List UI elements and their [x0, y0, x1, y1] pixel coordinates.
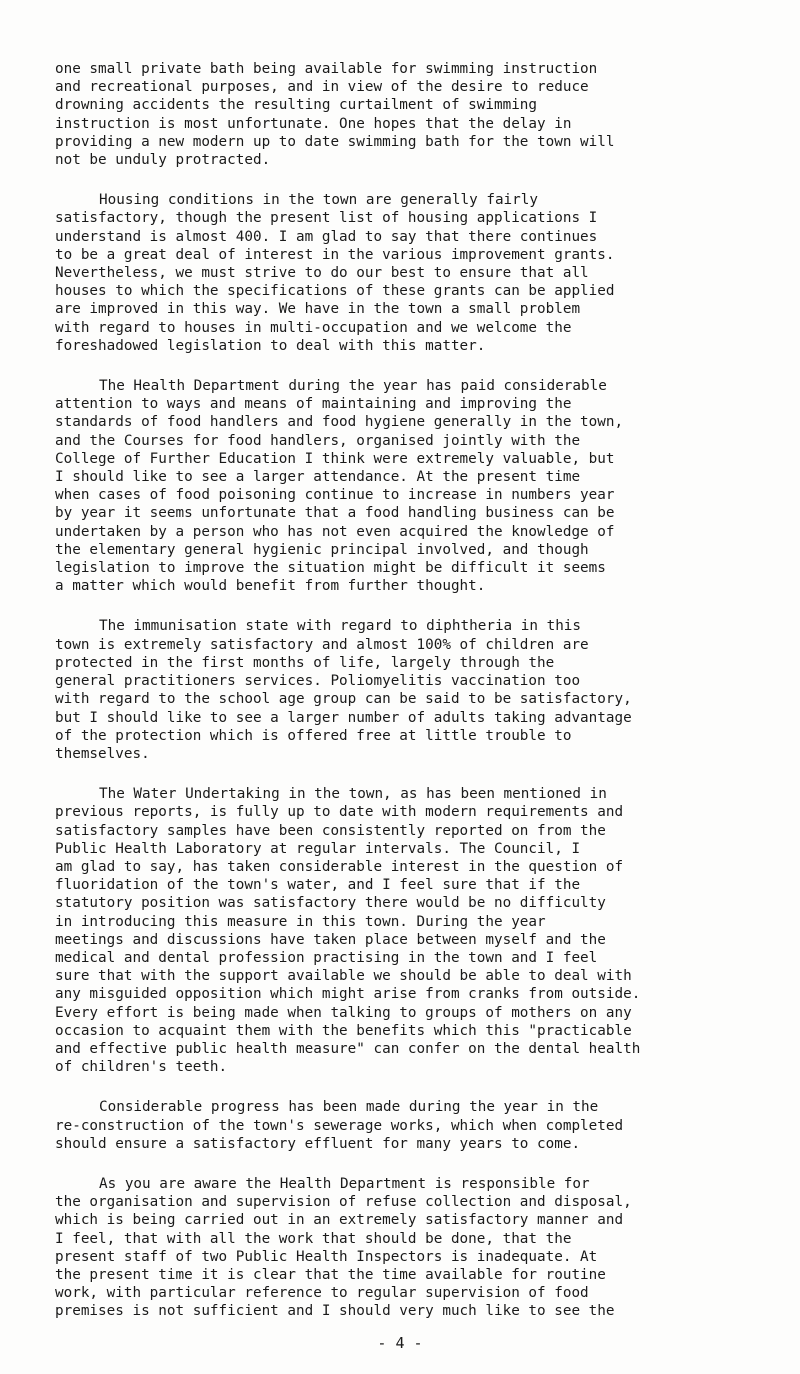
text-line: College of Further Education I think were extremely valuable, but [55, 450, 615, 467]
paragraph [55, 60, 790, 169]
paragraph [55, 1098, 790, 1153]
text-line: protected in the first months of life, largely through the [55, 654, 555, 671]
text-line: with regard to houses in multi-occupation and we welcome the [55, 319, 572, 336]
text-line: by year it seems unfortunate that a food handling business can be [55, 505, 615, 522]
text-line: re-construction of the town's sewerage works, which when completed [55, 1117, 624, 1134]
text-line: Every effort is being made when talking to groups of mothers on any [55, 1004, 632, 1021]
text-line: when cases of food poisoning continue to increase in numbers year [55, 487, 615, 504]
text-line: with regard to the school age group can be said to be satisfactory, [55, 691, 632, 708]
text-line: which is being carried out in an extremely satisfactory manner and [55, 1212, 624, 1229]
text-line: of the protection which is offered free at little trouble to [55, 727, 572, 744]
text-line: legislation to improve the situation might be difficult it seems [55, 560, 606, 577]
text-line: town is extremely satisfactory and almost 100% of children are [55, 636, 589, 653]
text-line: one small private bath being available for swimming instruction [55, 61, 598, 77]
text-line: themselves. [55, 745, 150, 762]
text-line: I feel, that with all the work that should be done, that the [55, 1230, 572, 1247]
text-line: am glad to say, has taken considerable interest in the question of [55, 858, 624, 875]
paragraph [55, 1175, 790, 1321]
paragraph [55, 377, 790, 595]
text-line: Considerable progress has been made during the year in the [99, 1099, 599, 1116]
text-line: occasion to acquaint them with the benefits which this "practicable [55, 1022, 632, 1039]
text-line: As you are aware the Health Department is responsible for [99, 1175, 590, 1192]
text-line: Public Health Laboratory at regular intervals. The Council, I [55, 840, 581, 857]
text-line: work, with particular reference to regular supervision of food [55, 1285, 589, 1302]
paragraph [55, 785, 790, 1076]
text-line: but I should like to see a larger number of adults taking advantage [55, 709, 632, 726]
text-line: I should like to see a larger attendance. At the present time [55, 469, 581, 486]
paragraph [55, 191, 790, 355]
text-line: the elementary general hygienic principal involved, and though [55, 541, 589, 558]
text-line: previous reports, is fully up to date with modern requirements and [55, 804, 624, 821]
text-line: and effective public health measure" can confer on the dental health [55, 1040, 641, 1057]
text-line: to be a great deal of interest in the various improvement grants. [55, 246, 615, 263]
text-line: in introducing this measure in this town. During the year [55, 913, 546, 930]
text-line: and recreational purposes, and in view of the desire to reduce [55, 79, 589, 96]
text-line: instruction is most unfortunate. One hopes that the delay in [55, 115, 572, 132]
text-line: the present time it is clear that the time available for routine [55, 1266, 606, 1283]
text-line: foreshadowed legislation to deal with this matter. [55, 337, 486, 354]
text-line: statutory position was satisfactory there would be no difficulty [55, 895, 606, 912]
text-line: houses to which the specifications of these grants can be applied [55, 283, 615, 300]
text-line: a matter which would benefit from further thought. [55, 578, 486, 595]
body-text [55, 60, 790, 1343]
text-line: meetings and discussions have taken place between myself and the [55, 931, 606, 948]
text-line: and the Courses for food handlers, organised jointly with the [55, 432, 581, 449]
text-line: The Water Undertaking in the town, as has been mentioned in [99, 786, 607, 803]
text-line: Nevertheless, we must strive to do our best to ensure that all [55, 265, 589, 282]
text-line: attention to ways and means of maintaining and improving the [55, 396, 572, 413]
text-line: medical and dental profession practising in the town and I feel [55, 949, 598, 966]
text-line: The Health Department during the year has paid considerable [99, 378, 607, 395]
text-line: Housing conditions in the town are generally fairly [99, 192, 538, 209]
text-line: are improved in this way. We have in the town a small problem [55, 301, 581, 318]
text-line: drowning accidents the resulting curtailment of swimming [55, 97, 538, 114]
text-line: providing a new modern up to date swimming bath for the town will [55, 133, 615, 150]
text-line: sure that with the support available we should be able to deal with [55, 968, 632, 985]
text-line: general practitioners services. Poliomyelitis vaccination too [55, 673, 581, 690]
text-line: any misguided opposition which might arise from cranks from outside. [55, 986, 641, 1003]
text-line: the organisation and supervision of refuse collection and disposal, [55, 1194, 632, 1211]
text-line: fluoridation of the town's water, and I feel sure that if the [55, 877, 581, 894]
text-line: should ensure a satisfactory effluent for many years to come. [55, 1135, 581, 1152]
paragraph [55, 617, 790, 763]
text-line: understand is almost 400. I am glad to say that there continues [55, 228, 598, 245]
text-line: The immunisation state with regard to diphtheria in this [99, 618, 582, 635]
page-number: - 4 - [377, 1334, 423, 1352]
text-line: satisfactory, though the present list of housing applications I [55, 210, 598, 227]
text-line: satisfactory samples have been consistently reported on from the [55, 822, 606, 839]
text-line: not be unduly protracted. [55, 152, 271, 169]
text-line: standards of food handlers and food hygiene generally in the town, [55, 414, 624, 431]
text-line: undertaken by a person who has not even acquired the knowledge of [55, 523, 615, 540]
text-line: present staff of two Public Health Inspectors is inadequate. At [55, 1248, 598, 1265]
text-line: of children's teeth. [55, 1059, 228, 1076]
text-line: premises is not sufficient and I should very much like to see the [55, 1303, 615, 1320]
